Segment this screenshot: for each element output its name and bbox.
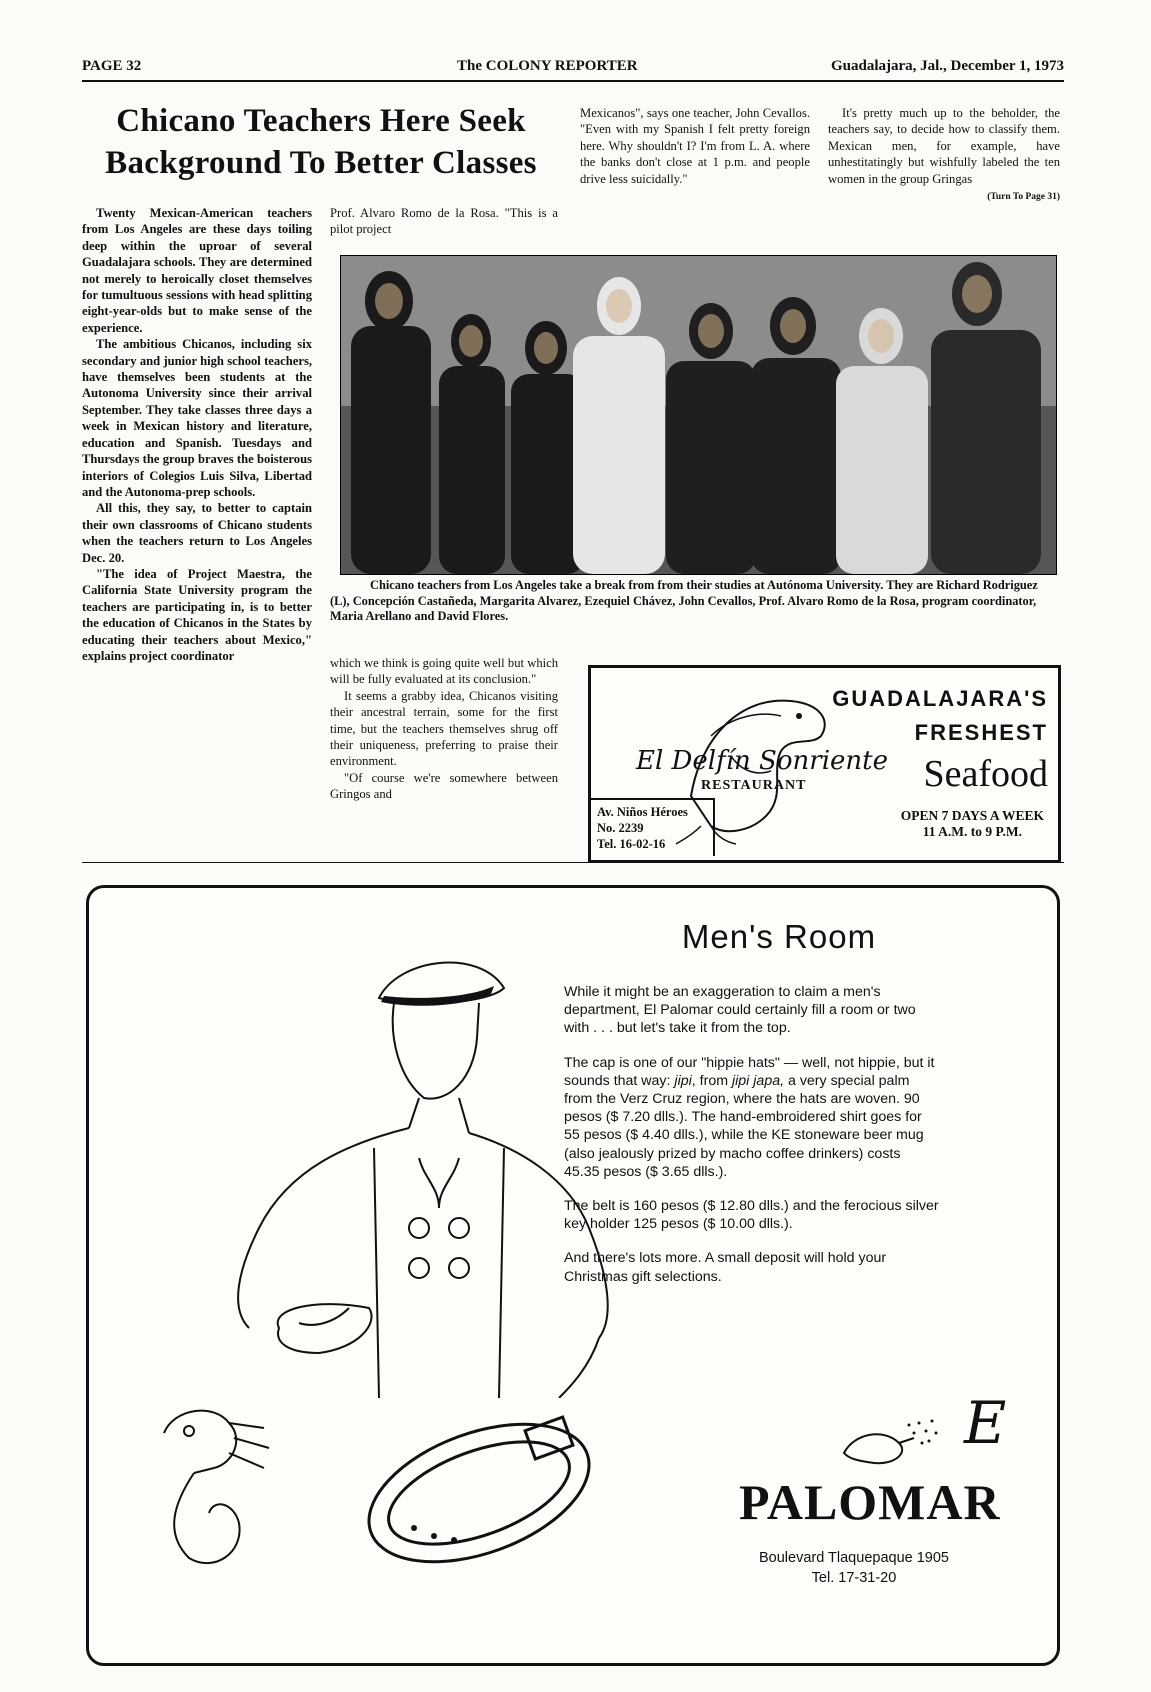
- copy-italic: jipi: [674, 1072, 692, 1089]
- photo-image: [341, 256, 1056, 574]
- palomar-copy: [564, 983, 939, 1286]
- article-paragraph: The ambitious Chicanos, including six secondary and junior high school teachers, have themselves been students at the Autonoma University since their arrival September. They take classes three days a week in Mexican history and literature, education and Spanish. Tuesdays and Thursdays the group braves the boisterous interiors of Colegios Luis Silva, Libertad and the Autonoma-prep schools.: [82, 337, 312, 499]
- restaurant-label: RESTAURANT: [701, 778, 807, 793]
- article-paragraph: Prof. Alvaro Romo de la Rosa. "This is a pilot project: [330, 206, 558, 237]
- article-paragraph: It seems a grabby idea, Chicanos visiting their ancestral terrain, some for the first time, but the teachers themselves shrug off their uniqueness, preferring to praise their environment.: [330, 688, 558, 769]
- copy-text: , from: [691, 1072, 732, 1089]
- copy-text: The cap is one of our "hippie hats" — well, not hippie, but it sounds that way:: [564, 1054, 935, 1089]
- article-paragraph: "Of course we're somewhere between Gringos and: [330, 770, 558, 802]
- group-photo: [340, 255, 1057, 575]
- article-paragraph: All this, they say, to better to captain their own classrooms of Chicano students when the teachers return to Los Angeles Dec. 20.: [82, 501, 312, 565]
- article-paragraph: It's pretty much up to the beholder, the teachers say, to decide how to classify them. Mexican men, for example, have unhestitatingly but wishfully labeled the ten women in the group Gringas: [828, 106, 1060, 186]
- page-number: PAGE 32: [82, 58, 142, 74]
- palomar-contact: [729, 1548, 979, 1588]
- dateline: Guadalajara, Jal., December 1, 1973: [830, 58, 1064, 74]
- restaurant-address: [591, 798, 715, 856]
- ad-headline-2: FRESHEST: [914, 720, 1048, 745]
- address-line: Av. Niños Héroes: [597, 805, 688, 819]
- section-rule: [82, 862, 1064, 863]
- article-paragraph: Mexicanos", says one teacher, John Cevallos. "Even with my Spanish I felt pretty foreign here. Why shouldn't I? I'm from L. A. where the banks don't close at 1 p.m. and people drive less suicidally.": [580, 106, 810, 186]
- copy-italic: jipi japa,: [731, 1072, 785, 1089]
- jump-line: (Turn To Page 31): [987, 192, 1060, 203]
- article-column-4: [828, 105, 1060, 205]
- ad-title: Men's Room: [681, 918, 877, 955]
- masthead: [82, 58, 1064, 82]
- article-paragraph: Twenty Mexican-American teachers from Los Angeles are these days toiling deep within the uproar of several Guadalajara schools. They are determined not merely to heroically closet themselves for tumultuous sessions with head splitting eight-year-olds but to make sense of the experience.: [82, 206, 312, 335]
- article-paragraph: "The idea of Project Maestra, the California State University program the teachers are participating in, is to better the education of Chicanos in the States by educating their teachers about Mexico," explains project coordinator: [82, 566, 312, 663]
- photo-caption: Chicano teachers from Los Angeles take a break from from their studies at Autónoma University. They are Richard Rodriguez (L), Concepción Castañeda, Margarita Alvarez, Ezequiel Chávez, John Cevallos, Prof. Alvaro Romo de la Rosa, program coordinator, Maria Arellano and David Flores.: [330, 578, 1038, 623]
- address-line: No. 2239: [597, 821, 644, 835]
- palomar-address: Boulevard Tlaquepaque 1905: [758, 1550, 949, 1566]
- copy-paragraph: While it might be an exaggeration to claim a men's department, El Palomar could certainly fill a room or two with . . . but let's take it from the top.: [564, 984, 916, 1037]
- hours-line: OPEN 7 DAYS A WEEK: [900, 808, 1044, 823]
- article-column-2-bottom: [330, 655, 558, 803]
- logo-initial: E: [964, 1389, 1007, 1457]
- article-paragraph: which we think is going quite well but which will be fully evaluated at its conclusion.": [330, 656, 558, 687]
- headline: [86, 100, 556, 184]
- copy-paragraph: And there's lots more. A small deposit will hold your Christmas gift selections.: [564, 1250, 887, 1285]
- palomar-logo: PALOMAR: [739, 1474, 1001, 1530]
- ad-headline-1: GUADALAJARA'S: [832, 686, 1048, 711]
- palomar-phone: Tel. 17-31-20: [811, 1570, 897, 1586]
- article-column-2-top: [330, 205, 558, 238]
- headline-line-1: Chicano Teachers Here Seek: [116, 103, 526, 139]
- seafood-ad: [588, 665, 1061, 863]
- hours-line: 11 A.M. to 9 P.M.: [922, 824, 1022, 839]
- copy-paragraph: The belt is 160 pesos ($ 12.80 dlls.) and the ferocious silver key holder 125 pesos ($ 10.00 dlls.).: [564, 1198, 939, 1233]
- copy-paragraph: [564, 1054, 939, 1181]
- restaurant-name: El Delfín Sonriente: [636, 746, 888, 776]
- article-column-3: [580, 105, 810, 187]
- bird-icon: [834, 1413, 944, 1473]
- phone-line: Tel. 16-02-16: [597, 837, 666, 851]
- ad-headline-3: Seafood: [923, 753, 1048, 795]
- belt-illustration: [354, 1408, 614, 1568]
- copy-text: a very special palm from the Verz Cruz region, where the hats are woven. 90 pesos ($ 7.20 dlls.). The hand-embroidered shirt goes for 55 pesos ($ 4.40 dlls.), while the KE stoneware beer mug (also jealously prized by macho coffee drinkers) costs 45.35 pesos ($ 3.65 dlls.).: [564, 1072, 924, 1180]
- masthead-rule: [82, 80, 1064, 82]
- palomar-ad: [86, 885, 1060, 1666]
- article-column-1: [82, 205, 312, 664]
- headline-line-2: Background To Better Classes: [105, 145, 537, 181]
- paper-name: The COLONY REPORTER: [457, 58, 638, 74]
- opening-hours: [901, 808, 1044, 840]
- key-holder-illustration: [134, 1393, 284, 1573]
